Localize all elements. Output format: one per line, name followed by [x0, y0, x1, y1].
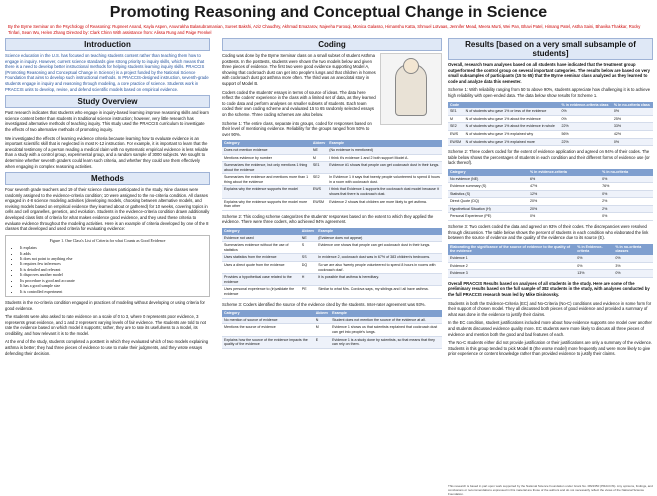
table-row: [448, 183, 653, 191]
table-cell: Uses statistics from the evidence: [222, 254, 300, 262]
table-cell: 13%: [575, 270, 613, 278]
results-r1: Students in both the Evidence-Criteria (EC) and No-Criteria (No-C) conditions used evidence in some form for their support of chosen model. They all discussed both pieces of good evidence and provided a summary of what was done in the evidence to justify their claims.: [448, 300, 652, 317]
table-cell: NE: [311, 147, 327, 154]
table-cell: Evidence 3: [448, 270, 575, 278]
table-header: Code: [448, 102, 464, 109]
table-cell: EWS: [311, 186, 327, 198]
table-cell: 0%: [613, 255, 653, 262]
table-cell: 47%: [528, 183, 600, 191]
results-scheme1-table: [448, 102, 653, 147]
table-cell: N of students who gave 1% explained more: [464, 138, 560, 146]
table-header: % in Evidence-criteria: [575, 244, 613, 255]
table-cell: 20%: [528, 205, 600, 213]
results-p1: Overall, research team analyses based on all students have indicated that the treatment group outperformed the control group on several important categories. The results below are based on very small subsamples of participants (15 to 65) that the Byrne seminar class analyzed as they learned to code and analyze data this semester.: [448, 62, 650, 84]
scheme2-table: [222, 228, 442, 299]
table-cell: Personal Experience (PE): [448, 213, 528, 221]
table-cell: E: [314, 336, 330, 348]
table-cell: H: [300, 274, 316, 286]
table-header: % in no-criteria class: [612, 102, 653, 109]
table-cell: SE1: [448, 108, 464, 115]
methods-heading: Methods: [5, 172, 210, 185]
poster-title: Promoting Reasoning and Conceptual Change in Science: [109, 4, 548, 21]
table-row: [222, 147, 442, 154]
criteria-figure: [5, 235, 210, 297]
results-scheme1-intro: Scheme 1: With reliability ranging from 50 to above 90%, students appreciate how challenging it is to achieve high reliability with open-ended data. The data below show results for Scheme 1.: [448, 87, 651, 98]
table-cell: 56%: [560, 130, 612, 138]
table-row: [448, 130, 653, 138]
table-row: [222, 198, 442, 210]
coding-p2: Coders coded the students' essays in terms of source of ideas. The data here reflect the coders' experience in the class with a limited set of data, as they learned to code data and perform analyses on smaller subsets of students. Each team coded their own coding scheme and evaluated 15 to 65 randomly selected essays on the scheme. Three coding schemes are also below.: [222, 89, 376, 117]
table-cell: S: [300, 242, 316, 254]
table-cell: NE: [300, 235, 316, 242]
table-cell: N of students who gave 1% or less of the evidence: [464, 108, 560, 115]
table-row: [448, 190, 653, 198]
table-cell: Provides a hypothetical case related to the evidence: [222, 274, 300, 286]
table-cell: 0%: [560, 115, 612, 123]
table-cell: Does not mention evidence: [222, 147, 311, 154]
criteria-item: • It is detailed and relevant: [20, 267, 207, 272]
table-cell: Statistics (S): [448, 190, 528, 198]
methods-p2: Students in the no-criteria condition engaged in practices of modeling without developing or using criteria for good evidence.: [5, 299, 205, 311]
table-cell: 22%: [560, 138, 612, 146]
table-row: [448, 213, 653, 221]
criteria-item: • It adds: [20, 251, 207, 256]
table-cell: 0%: [528, 213, 600, 221]
table-header: Example: [330, 310, 442, 317]
criteria-item: • It has a good sample size: [20, 283, 207, 288]
study-overview-p1: Past research indicates that students who engage in inquiry-based learning improve reasoning skills and learn science content better than students in traditional science instruction; however, very little research has investigated alternative methods of teaching inquiry. This study used the PRACCIS curriculum to investigate the effects of two alternative methods of promoting inquiry.: [5, 110, 209, 132]
table-cell: Mentions the source of evidence: [222, 324, 314, 336]
table-header: Abbrev: [301, 229, 315, 234]
table-cell: 22%: [560, 123, 612, 131]
results-scheme3-intro: Scheme 3: Two coders coded the data and agreed on 93% of their codes. The discrepancies were resolved through discussion. The table below shows the percent of students in each condition who elaborated the link between the source of evidence and the quality of the evidence due to its source (E).: [448, 224, 649, 241]
table-row: [222, 324, 442, 336]
table-row: [222, 254, 442, 262]
table-header: % in evidence-criteria class: [560, 102, 612, 109]
table-cell: Explains why the evidence supports the model: [222, 186, 311, 198]
table-cell: 0%: [600, 190, 653, 198]
table-header: Abbrev: [315, 311, 329, 316]
scheme1-intro: Scheme 1: The entire class, separate into groups, coded for responses based on their level of mentioning evidence. Reliability for the groups ranged from 50% to over 90%.: [222, 120, 372, 137]
table-row: [448, 270, 653, 278]
table-cell: Summarizes the evidence and mentions more than 1 thing about the evidence: [222, 174, 311, 186]
table-row: [448, 255, 653, 262]
table-cell: Uses a direct quote from the evidence: [222, 262, 300, 274]
table-cell: EWSM: [448, 138, 464, 146]
criteria-item: • It does not point to anything else: [20, 256, 207, 261]
table-cell: 0%: [575, 262, 613, 270]
table-cell: EWS: [448, 130, 464, 138]
table-row: [448, 262, 653, 270]
table-cell: 0%: [560, 108, 612, 115]
table-row: [448, 108, 653, 115]
table-header: Example: [327, 140, 442, 147]
table-cell: (Evidence does not appear): [316, 235, 442, 242]
table-cell: 6%: [528, 176, 600, 183]
introduction-heading: Introduction: [5, 38, 210, 51]
table-cell: N of students who gave 1% explained why: [464, 130, 560, 138]
table-header: Category: [448, 169, 528, 176]
criteria-list: [8, 245, 207, 294]
scheme3-intro: Scheme 3: Coders identified the source of the evidence cited by the students. Inter-rater agreement was 93%.: [222, 301, 426, 307]
methods-p4: At the end of the study, students completed a posttest in which they evaluated which of two models explaining asthma is better; they had three pieces of evidence to use to make their judgments, and they wrote essays defending their decision.: [5, 339, 209, 356]
table-header: % in evidence-criteria: [528, 169, 600, 176]
author-line: By the Byrne Seminar on the Psychology of Reasoning: Rupneet Anand, Kayla Aspen, Anuvrakha Balasubramanian, Sureet Bakshi, Aziz Chaudhry, Akhmad Emazarov, Najeeha Farooqi, Monica Galasso, Himanshu Katta, Shmuel Lotvaas, Jennifer Mead, Meera Murti, Wei Pan, Bhavi Patel, Himang Patel, Astha Saini, Bhavika Thakkar, Rocky Tinfari, Sean Wu, Helen Zhang Directed by: Clark Chinn With assistance from: Alissa Rung and Paige Frenkel: [8, 24, 641, 35]
table-header: Category: [222, 140, 311, 147]
table-cell: Evidence 1: [448, 255, 575, 262]
table-row: [222, 186, 442, 198]
criteria-item: • It is controlled experiment: [20, 289, 207, 294]
table-cell: EWSM: [311, 198, 327, 210]
table-cell: 12%: [528, 190, 600, 198]
scheme1-table: [222, 140, 442, 211]
table-row: [222, 162, 442, 174]
criteria-item: • It requires few inferences: [20, 261, 207, 266]
table-cell: In evidence 2, cockroach dust was in 67% of 383 children's bedrooms.: [316, 254, 442, 262]
results-scheme3-table: [448, 244, 653, 278]
funding-footnote: This research is based in part upon work supported by the National Science Foundation under Grant No. 0822350 (PRACCIS). Any opinions, findings, and conclusions or recommendations expressed in this material are those of the authors and do not necessarily reflect the views of the National Science Foundation.: [448, 484, 653, 496]
table-cell: I think it's evidence 1 and 2 both support Model A.: [327, 154, 442, 162]
table-cell: 25%: [612, 115, 653, 123]
results-heading: Results [based on a very small subsample of students]: [448, 38, 653, 60]
table-cell: Student does not mention the source of the evidence at all.: [330, 317, 442, 324]
table-cell: 33%: [612, 123, 653, 131]
results-scheme2-intro: Scheme 2: Three coders coded for the extent of evidence application and agreed on 94% of their codes. The table below shows the percentages of students in each condition and their different forms of evidence use (or lack thereof).: [448, 149, 650, 166]
student-illustration: [380, 53, 442, 125]
table-row: [222, 242, 442, 254]
table-cell: (No evidence is mentioned): [327, 147, 442, 154]
table-cell: N: [314, 317, 330, 324]
results-scheme2-table: [448, 169, 653, 221]
table-header: % in no-criteria classes: [613, 244, 653, 255]
table-cell: M: [448, 115, 464, 123]
table-cell: 2%: [600, 205, 653, 213]
table-cell: It is possible that asthma is hereditary.: [316, 274, 442, 286]
table-cell: Explains why the evidence supports the model more than other: [222, 198, 311, 210]
table-cell: DQ: [300, 262, 316, 274]
methods-p1: Four seventh grade teachers and 19 of their science classes participated in the study. Nine classes were randomly assigned to the evidence-criteria condition; 10 were assigned to the no-criteria condition. All classes engaged in 4-8 science modeling activities (developing models, choosing between alternative models, and revising models based on empirical evidence they learned about or gathered) for 10 weeks, covering topics in cells and cell organelles, genetics, and evolution. Students in the evidence-criteria condition drawn additionally developed class lists of criteria for what makes evidence good evidence, and they used these criteria to evaluate evidence throughout the modeling activities. Here is an example of criteria developed by one of the 8 classes that developed and used criteria for evaluating evidence:: [5, 187, 210, 232]
criteria-item: • It explains: [20, 245, 207, 250]
table-row: [448, 176, 653, 183]
table-cell: N of students who gave 1% about the evidence: [464, 115, 560, 123]
table-cell: I think that Evidence 1 supports the cockroach dust model because it shows that there is cockroach dust.: [327, 186, 442, 198]
table-header: Abbrev: [312, 141, 326, 146]
table-cell: 0%: [600, 213, 653, 221]
table-cell: 2%: [600, 198, 653, 206]
column-middle: [222, 38, 442, 352]
column-right: [448, 38, 653, 360]
table-row: [448, 205, 653, 213]
table-cell: SS: [300, 254, 316, 262]
table-cell: No mention of source of evidence: [222, 317, 314, 324]
table-cell: Explains how the source of the evidence impacts the quality of the evidence: [222, 336, 314, 348]
study-overview-p2: We investigated the effects of learning evidence criteria because learning how to evaluate evidence is an important scientific skill that is neglected in most K-12 instruction. For example, it is important to learn that the anecdotal testimony of a person reading a medical claim with no systematic empirical evidence is less reliable than a study with a control group, experimental group, and a random sample of 3000 subjects. We sought to determine whether seventh graders could learn such criteria, and whether they could use them effectively when engaging in complex reasoning activities.: [5, 135, 209, 169]
table-cell: PE: [300, 286, 316, 298]
table-cell: 0%: [613, 270, 653, 278]
table-row: [448, 138, 653, 146]
figure-head: [403, 58, 419, 74]
table-cell: M: [311, 154, 327, 162]
criteria-item: • It disproves another model: [20, 272, 207, 277]
table-cell: No evidence (NE): [448, 176, 528, 183]
table-cell: Evidence 2: [448, 262, 575, 270]
table-row: [448, 115, 653, 123]
table-cell: Summarizes the evidence, but only mentions 1 thing about the evidence: [222, 162, 311, 174]
table-cell: 0%: [612, 108, 653, 115]
table-row: [222, 174, 442, 186]
table-cell: N of students who gave 1% about the evidence in whole: [464, 123, 560, 131]
table-cell: 3%: [613, 262, 653, 270]
table-row: [448, 123, 653, 131]
table-header: Category: [222, 310, 314, 317]
figure-caption: Figure 1. One Class's List of Criteria for what Counts as Good Evidence: [49, 237, 166, 243]
coding-heading: Coding: [222, 38, 442, 51]
table-header: Example: [316, 228, 442, 235]
table-cell: Summarizes evidence without the use of statistics: [222, 242, 300, 254]
table-row: [222, 286, 442, 298]
scheme2-intro: Scheme 2: This coding scheme categorizes the students' responses based on the extent to which they applied the evidence. There were three coders, who achieved 94% agreement.: [222, 213, 434, 225]
study-overview-heading: Study Overview: [5, 95, 210, 108]
table-cell: Hypothetical Situation (H): [448, 205, 528, 213]
table-cell: 42%: [612, 130, 653, 138]
table-cell: 20%: [528, 198, 600, 206]
table-cell: SE2: [311, 174, 327, 186]
table-cell: Evidence one shows that people can get cockroach dust in their lungs.: [316, 242, 442, 254]
column-left: [5, 38, 210, 359]
table-cell: Evidence not used: [222, 235, 300, 242]
table-row: [222, 262, 442, 274]
table-header: Elaborating the significance of the source of evidence to the quality of the evidence: [448, 244, 575, 255]
table-cell: Direct Quote (DQ): [448, 198, 528, 206]
table-cell: Mentions evidence by number: [222, 154, 311, 162]
table-cell: SE2: [448, 123, 464, 131]
table-row: [222, 235, 442, 242]
coding-p1: Coding was done by the Byrne Seminar class on a small subset of student Asthma posttests. In the posttests, students were shown the two models below and given three pieces of evidence. The first two were good evidence supporting Model A, showing that cockroach dust can get into people's lungs and that children in homes with cockroach dust got asthma more often. The third was an anecdotal story in support of Model B.: [222, 53, 376, 86]
table-cell: 0%: [612, 138, 653, 146]
table-cell: Evidence summary (S): [448, 183, 528, 191]
criteria-item: • Its procedure is good and accurate: [20, 278, 207, 283]
table-cell: 76%: [600, 183, 653, 191]
table-cell: Evidence 2 shows that children are more likely to get asthma.: [327, 198, 442, 210]
table-cell: M: [314, 324, 330, 336]
table-row: [222, 336, 442, 348]
table-cell: Evidence 1 is a study done by scientists, so that means that they can rely on them.: [330, 336, 442, 348]
table-cell: In Evidence 1 it says that twenty people volunteered to spend 8 hours in a room with cockroach dust.: [327, 174, 442, 186]
table-cell: Evidence 1 shows us that scientists explained that cockroach dust can get into people's lungs.: [330, 324, 442, 336]
scheme3-table: [222, 310, 442, 349]
table-cell: Uses personal experience to (in)validate the evidence: [222, 286, 300, 298]
table-header: % in no-criteria: [600, 169, 653, 176]
results-r2: In the EC condition, student justifications included more about how evidence supports one model over another and students discussed evidence quality more. EC students were more likely to discuss all three pieces of evidence and mention both the good and bad features of each.: [448, 320, 652, 337]
table-cell: 0%: [575, 255, 613, 262]
results-r3: The No-C students either did not provide justification or their justifications are only a summary of the evidence. Students in this group tended to pick Model B (the worse model) more frequently and were more likely to give prior experience or content knowledge rather than provided evidence to justify their claims.: [448, 340, 653, 357]
methods-p3: The students were also asked to rate evidence on a scale of 0 to 3, where 0 represents poor evidence, 3 represents great evidence, and 1 and 2 represent varying levels of fair evidence. The students are told to not rate the evidence based on which model it supports; rather, they are to rate its usefulness to a model, its credibility, and how relevant it is to the model.: [5, 314, 207, 336]
table-row: [448, 198, 653, 206]
table-row: [222, 274, 442, 286]
table-header: Category: [222, 228, 300, 235]
table-cell: Evidence #1 shows that people can get cockroach dust in their lungs.: [327, 162, 442, 174]
table-row: [222, 317, 442, 324]
table-cell: Similar to what Mrs. Cordova says, my siblings and I all have asthma.: [316, 286, 442, 298]
table-cell: So we are also 'twenty people volunteered to spend 8 hours in rooms with cockroach dust'.: [316, 262, 442, 274]
table-row: [222, 154, 442, 162]
introduction-text: Science education in the U.S. has focused on teaching students content rather than teaching them how to engage in inquiry. However, current science standards give strong priority to inquiry skills, which means that there is a need to develop better instructional methods for helping students learning inquiry skills. PRACCIS (Promoting Reasoning and Conceptual Change in Science) is a project funded by the National Science Foundation that aims to develop such instructional methods. In PRACCIS-designed instruction, seventh-grade students engage in inquiry and reasoning through modeling, a core practice of science. Students work in PRACCIS units to develop, revise, and defend scientific models based on empirical evidence.: [5, 53, 209, 92]
table-header: [464, 102, 560, 109]
overall-results: Overall PRACCIS Results based on analyses of all students in the study. Here are some of the preliminary results based on the full sample of 382 students in the study, with analyses conducted by the full PRACCIS research team led by Mike Disinovsky.: [448, 280, 650, 297]
table-cell: 0%: [600, 176, 653, 183]
table-cell: SE1: [311, 162, 327, 174]
